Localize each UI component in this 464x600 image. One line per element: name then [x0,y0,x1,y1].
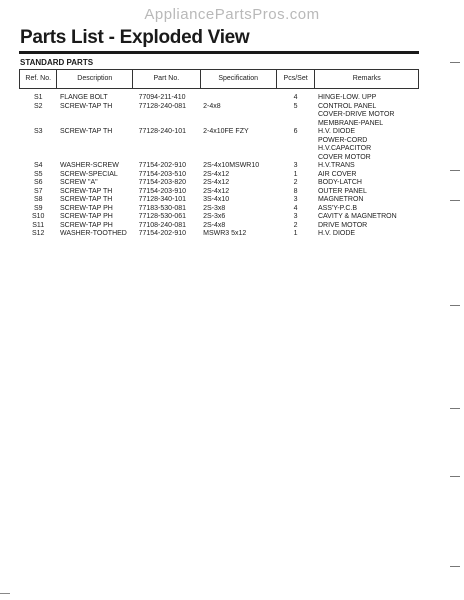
cell-ref-no: S3 [33,128,43,135]
table-row [20,196,419,205]
cell-part-no: 77108-240-081 [138,221,187,229]
remark-line: OUTER PANEL [317,187,367,195]
cell-part-no: 77128-340-101 [138,196,187,203]
remark-line: BODY-LATCH [317,179,362,186]
margin-mark [0,593,10,594]
cell-description: SCREW-TAP TH [59,196,113,203]
margin-mark [450,566,460,567]
cell-specification: 3S-4x10 [203,196,230,203]
cell-ref-no: S9 [33,204,43,212]
table-row [20,188,419,197]
cell-pcs-set: 2 [293,179,298,186]
table-row [20,230,419,239]
section-heading: STANDARD PARTS [20,58,94,67]
cell-ref-no: S5 [33,170,43,178]
remark-line: POWER-CORD [317,136,368,144]
cell-remarks [315,162,419,171]
cell-remarks [315,89,419,103]
cell-ref-no: S8 [33,196,43,203]
margin-mark [450,170,460,171]
remark-line: H.V.CAPACITOR [317,145,372,152]
cell-ref-no: S6 [33,179,43,186]
table-row [20,171,419,180]
remark-line: CAVITY & MAGNETRON [317,213,397,220]
column-header-remarks: Remarks [315,70,419,89]
title-underline [19,51,419,54]
cell-specification: 2-4x10FE FZY [203,128,249,135]
cell-part-no: 77183-530-081 [138,204,187,212]
margin-mark [450,305,460,306]
table-row [20,162,419,171]
page-title: Parts List - Exploded View [20,27,250,48]
table-row [20,103,419,129]
parts-table [19,69,419,239]
column-header-part-no: Part No. [133,70,201,89]
cell-remarks [315,188,419,197]
table-row [20,89,419,103]
cell-part-no: 77128-240-081 [138,102,187,110]
table-row [20,128,419,162]
cell-specification: 2S-3x6 [203,213,226,220]
table-row [20,205,419,214]
cell-remarks [315,205,419,214]
cell-part-no: 77154-202-910 [138,162,187,169]
remark-line: CONTROL PANEL [317,102,377,110]
cell-remarks [315,213,419,222]
cell-description: SCREW-TAP PH [59,213,113,220]
cell-remarks [315,196,419,205]
parts-table-body [20,89,419,239]
cell-part-no: 77154-202-910 [138,230,187,237]
cell-pcs-set: 8 [293,187,298,195]
cell-description: SCREW-TAP PH [59,221,113,229]
cell-specification: 2S-4x12 [203,187,230,195]
cell-pcs-set: 4 [293,204,298,212]
cell-pcs-set: 6 [293,128,298,135]
cell-part-no: 77094-211-410 [138,94,186,101]
cell-pcs-set: 2 [293,221,298,229]
cell-description: SCREW-TAP PH [59,204,113,212]
remark-line: H.V.TRANS [317,162,355,169]
cell-description: SCREW-TAP TH [59,102,113,110]
cell-ref-no: S11 [32,221,45,229]
cell-description: WASHER-TOOTHED [59,230,127,237]
cell-pcs-set: 3 [293,162,298,169]
table-row [20,222,419,231]
cell-pcs-set: 4 [293,94,298,101]
remark-line: ASS'Y-P.C.B [317,204,358,212]
remark-line: DRIVE MOTOR [317,221,368,229]
cell-part-no: 77154-203-910 [138,187,187,195]
cell-specification: 2-4x8 [203,102,221,110]
cell-description: SCREW-SPECIAL [59,170,118,178]
column-header-specification: Specification [200,70,276,89]
table-row [20,213,419,222]
cell-description: WASHER-SCREW [59,162,119,169]
cell-pcs-set: 1 [293,230,298,237]
cell-description: SCREW-TAP TH [59,187,113,195]
remark-line: HINGE-LOW. UPP [317,94,377,101]
cell-ref-no: S7 [33,187,43,195]
cell-ref-no: S4 [33,162,43,169]
watermark: AppliancePartsPros.com [144,6,320,23]
cell-specification: 2S-4x12 [203,179,230,186]
remark-line: H.V. DIODE [317,128,356,135]
cell-specification: MSWR3 5x12 [203,230,247,237]
remark-line: COVER-DRIVE MOTOR [317,111,395,118]
table-header-row [20,70,419,89]
remark-line: COVER MOTOR [317,153,371,161]
cell-description: SCREW-TAP TH [59,128,113,135]
cell-description: FLANGE BOLT [59,94,108,101]
remark-line: MEMBRANE-PANEL [317,119,384,127]
column-header-pcs-set: Pcs/Set [276,70,315,89]
cell-remarks [315,171,419,180]
column-header-ref-no: Ref. No. [20,70,57,89]
table-row [20,179,419,188]
margin-mark [450,408,460,409]
margin-mark [450,62,460,63]
cell-remarks [315,179,419,188]
cell-ref-no: S12 [32,230,45,237]
cell-description: SCREW "A" [59,179,98,186]
remark-line: MAGNETRON [317,196,364,203]
cell-ref-no: S10 [32,213,45,220]
cell-remarks [315,230,419,239]
cell-specification: 2S-4x12 [203,170,230,178]
cell-part-no: 77128-240-101 [138,128,187,135]
remark-line: AIR COVER [317,170,357,178]
cell-remarks [315,128,419,162]
cell-specification: 2S-4x8 [203,221,226,229]
cell-remarks [315,222,419,231]
cell-pcs-set: 1 [293,170,298,178]
cell-part-no: 77154-203-820 [138,179,187,186]
cell-pcs-set: 5 [293,102,298,110]
cell-specification [200,89,276,103]
cell-part-no: 77128-530-061 [138,213,187,220]
remark-line: H.V. DIODE [317,230,356,237]
cell-remarks [315,103,419,129]
cell-ref-no: S1 [33,94,43,101]
column-header-description: Description [57,70,133,89]
cell-pcs-set: 3 [293,213,298,220]
cell-ref-no: S2 [33,102,43,110]
margin-mark [450,476,460,477]
margin-mark [450,200,460,201]
cell-pcs-set: 3 [293,196,298,203]
cell-part-no: 77154-203-510 [138,170,187,178]
cell-specification: 2S-4x10MSWR10 [203,162,260,169]
cell-specification: 2S-3x8 [203,204,226,212]
